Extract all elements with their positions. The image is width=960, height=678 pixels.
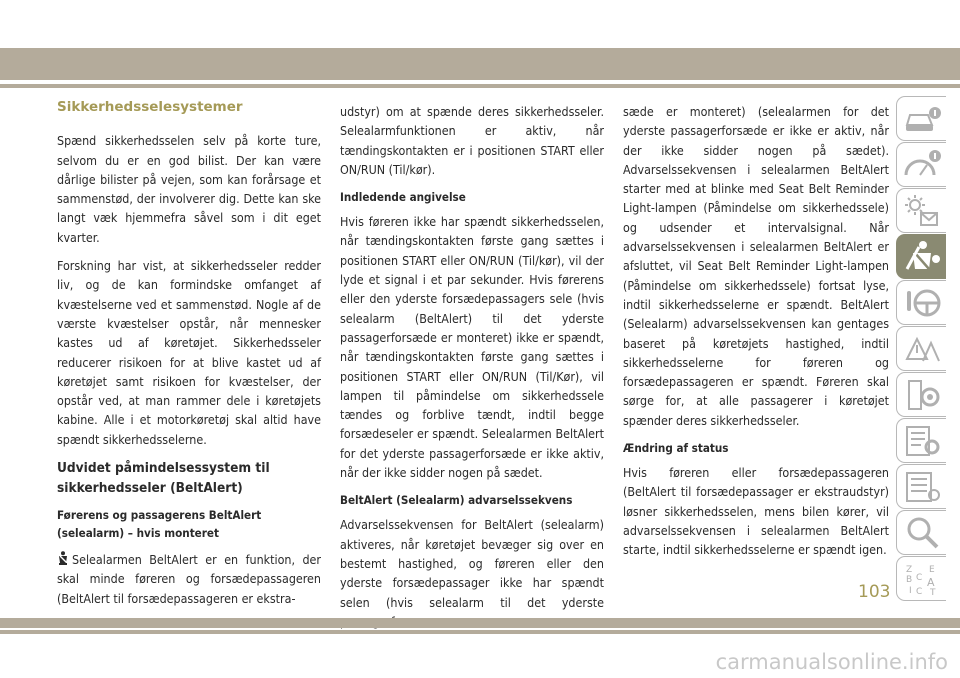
- paragraph: Hvis føreren ikke har spændt sikkerhedsselen, når tændingskontakten første gang sættes i positionen START eller ON/RUN (Til/kør), vil der lyde et signal i et par sekunder. Hvis førerens eller den yderste forsædepassagers sele (hvis selealarm (BeltAlert) til det yderste passagerforsæde er monteret) ikke er spændt, når tændingskontakten første gang sættes i positionen START eller ON/RUN (Til/Kør), vil lampen til påmindelse om sikkerhedssele tændes og forblive tændt, indtil begge forsædeseler er spændt. Selealarmen BeltAlert for det yderste passagerforsæde er ikke aktiv, når der ikke sidder nogen på sædet.: [340, 214, 604, 481]
- index-letter: Z: [906, 565, 913, 575]
- specifications-icon: [903, 423, 941, 459]
- index-letter: I: [909, 586, 912, 596]
- tab-dashboard-info[interactable]: [896, 142, 946, 187]
- tab-steering-wheel[interactable]: [896, 280, 946, 325]
- seatbelt-warning-icon: [57, 551, 69, 566]
- multimedia-icon: [903, 469, 941, 505]
- subsubheading: Førerens og passagerens BeltAlert (selealarm) – hvis monteret: [57, 508, 262, 541]
- index-letter: A: [927, 576, 935, 589]
- paragraph: udstyr) om at spænde deres sikkerhedsseler. Selealarmfunktionen er aktiv, når tændingskontakten er i positionen START eller ON/RUN (Til/kør).: [340, 104, 604, 177]
- footer-rule: [0, 630, 960, 634]
- car-info-icon: [903, 101, 941, 137]
- steering-wheel-icon: [903, 285, 941, 321]
- tab-roadside-emergency[interactable]: [896, 326, 946, 371]
- paragraph: Spænd sikkerhedsselen selv på korte ture, selvom du er en god bilist. Der kan være dårlige bilister på vejen, som kan forårsage et sammenstød, der involverer dig. Dette kan ske langt væk hjemmefra såvel som i dit eget kvarter.: [57, 133, 321, 245]
- tab-warning-lights[interactable]: [896, 188, 946, 233]
- paragraph: Hvis føreren eller forsædepassageren (BeltAlert til forsædepassager er ekstraudstyr) løsner sikkerhedsselen, mens bilen kører, vil advarselssekvensen i selealarmen BeltAlert starte, indtil sikkerhedsselerne er spændt igen.: [623, 465, 889, 558]
- subheading: Udvidet påmindelsessystem til sikkerhedsseler (BeltAlert): [57, 460, 270, 497]
- header-band: [0, 48, 960, 80]
- tab-maintenance[interactable]: [896, 372, 946, 417]
- tab-search[interactable]: [896, 510, 946, 555]
- subsubheading: Ændring af status: [623, 441, 729, 456]
- page-number: 103: [858, 582, 891, 602]
- column-3: [623, 102, 889, 569]
- index-letter: T: [930, 588, 936, 597]
- roadside-emergency-icon: [903, 331, 941, 367]
- index-letter: C: [916, 587, 923, 597]
- tab-car-info[interactable]: [896, 96, 946, 141]
- paragraph: Forskning har vist, at sikkerhedsseler redder liv, og de kan formindske omfanget af kvæstelserne ved et sammenstød. Nogle af de værste kvæstelser opstår, når mennesker kastes ud af køretøjet. Sikkerhedsseler reducerer risikoen for at blive kastet ud af køretøjet samt risikoen for kvæstelser, der opstår ved, at man rammer dele i køretøjets kabine. Alle i et motorkøretøj skal altid have spændt sikkerhedsselerne.: [57, 258, 321, 447]
- index-letter: E: [929, 565, 935, 575]
- index-letter: C: [916, 573, 923, 583]
- paragraph: sæde er monteret) (selealarmen for det yderste passagerforsæde er ikke er aktiv, når der ikke sidder nogen på sædet). Advarselssekvensen i selealarmen BeltAlert starter med at blinke med Seat Belt Reminder Light-lampen (Påmindelse om sikkerhedssele) og udsender et intervalsignal. Når advarselssekvensen i selealarmen BeltAlert er afsluttet, vil Seat Belt Reminder Light-lampen (Påmindelse om sikkerhedssele) fortsat lyse, indtil sikkerhedsselerne er spændt. BeltAlert (Selealarm) advarselssekvensen kan gentages baseret på køretøjets hastighed, indtil sikkerhedsselerne for føreren og forsædepassageren er spændt. Føreren skal sørge for, at alle passagerer i køretøjet spænder deres sikkerhedsseler.: [623, 104, 889, 428]
- subsubheading: Indledende angivelse: [340, 190, 466, 205]
- seatbelt-airbag-icon: [903, 239, 941, 275]
- column-2: [340, 102, 604, 640]
- index-letter: B: [906, 575, 913, 585]
- dashboard-info-icon: [903, 147, 941, 183]
- header-rule: [0, 84, 960, 88]
- tab-multimedia[interactable]: [896, 464, 946, 509]
- tab-index[interactable]: [896, 556, 946, 601]
- search-icon: [903, 515, 941, 551]
- warning-lights-icon: [903, 193, 941, 229]
- subsubheading: BeltAlert (Selealarm) advarselssekvens: [340, 493, 573, 508]
- footer-band: [0, 618, 960, 628]
- section-title: Sikkerhedsselesystemer: [57, 99, 243, 115]
- paragraph-with-icon: [57, 550, 321, 608]
- maintenance-icon: [903, 377, 941, 413]
- watermark-text: carmanualsonline.info: [715, 650, 948, 674]
- column-1: [57, 98, 321, 617]
- watermark: [0, 650, 960, 674]
- paragraph-text: Selealarmen BeltAlert er en funktion, der skal minde føreren og forsædepassageren (BeltAlert til forsædepassageren er ekstra-: [57, 552, 321, 606]
- index-icon: [903, 561, 941, 597]
- tab-specifications[interactable]: [896, 418, 946, 463]
- tab-seatbelt-airbag[interactable]: [896, 234, 946, 279]
- top-margin: [0, 0, 960, 38]
- paragraph: Advarselssekvensen for BeltAlert (selealarm) aktiveres, når køretøjet bevæger sig over en bestemt hastighed, og føreren eller den yderste forsædepassager ikke har spændt selen (hvis selealarm til det yderste: [340, 517, 604, 610]
